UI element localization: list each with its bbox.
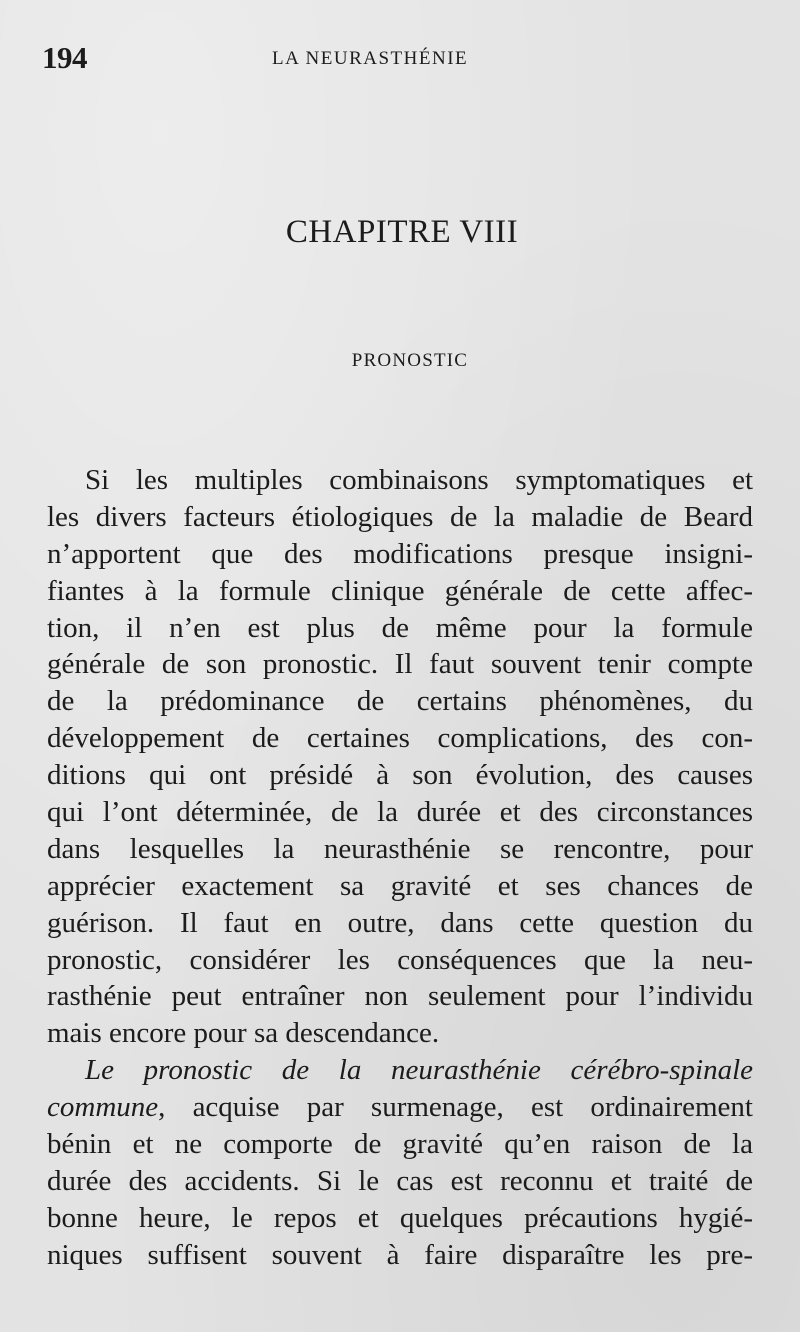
text-line: développement de certaines complications, des con-	[47, 722, 753, 755]
body-text	[47, 462, 753, 1274]
text-line: niques suffisent souvent à faire disparaître les pre-	[47, 1238, 753, 1271]
text-line: mais encore pour sa descendance.	[47, 1017, 440, 1050]
text-line: n’apportent que des modifications presque insigni-	[47, 537, 753, 570]
text-line: rasthénie peut entraîner non seulement pour l’individu	[47, 980, 753, 1013]
text-line: générale de son pronostic. Il faut souvent tenir compte	[47, 648, 753, 681]
text-line: ditions qui ont présidé à son évolution, des causes	[47, 759, 753, 792]
text-line: bonne heure, le repos et quelques précautions hygié-	[47, 1201, 753, 1234]
text-segment: , acquise par surmenage, est ordinairement	[158, 1091, 753, 1124]
italic-term: commune	[47, 1091, 159, 1124]
chapter-title: CHAPITRE VIII	[285, 214, 519, 250]
text-line: Si les multiples combinaisons symptomatiques et	[85, 464, 753, 496]
text-line: apprécier exactement sa gravité et ses chances de	[47, 869, 753, 902]
running-header	[0, 40, 800, 80]
text-line: de la prédominance de certains phénomènes, du	[47, 685, 753, 718]
text-line: bénin et ne comporte de gravité qu’en raison de la	[47, 1128, 753, 1161]
text-line: les divers facteurs étiologiques de la maladie de Beard	[47, 500, 753, 533]
text-line: tion, il n’en est plus de même pour la formule	[47, 611, 753, 644]
text-line: pronostic, considérer les conséquences que la neu-	[47, 943, 753, 976]
text-line-italic: Le pronostic de la neurasthénie cérébro-spinale	[85, 1054, 753, 1087]
text-line	[47, 1089, 753, 1126]
running-title: LA NEURASTHÉNIE	[272, 48, 469, 69]
text-line: guérison. Il faut en outre, dans cette question du	[47, 906, 753, 939]
page-number: 194	[42, 40, 87, 75]
text-line: qui l’ont déterminée, de la durée et des circonstances	[47, 796, 753, 829]
text-line: durée des accidents. Si le cas est reconnu et traité de	[47, 1164, 753, 1197]
text-line: fiantes à la formule clinique générale de cette affec-	[47, 574, 753, 607]
section-title: PRONOSTIC	[351, 350, 469, 371]
text-line: dans lesquelles la neurasthénie se rencontre, pour	[47, 832, 753, 865]
